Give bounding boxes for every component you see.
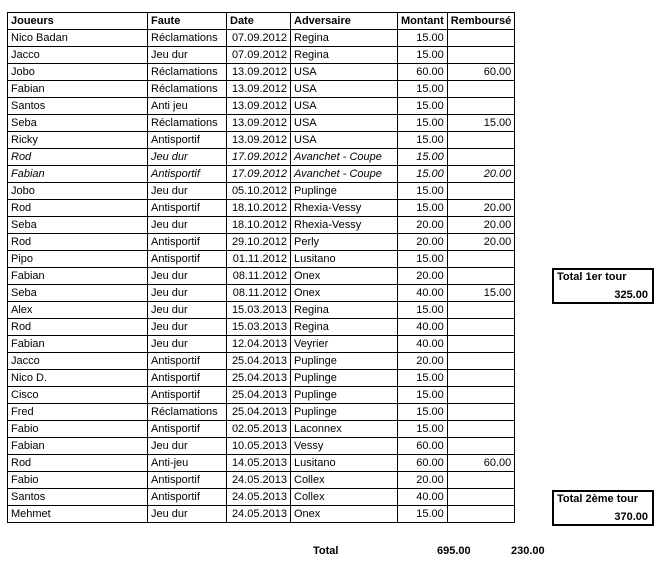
cell-date[interactable]: 13.09.2012 xyxy=(227,81,291,98)
cell-rembourse[interactable]: 20.00 xyxy=(447,234,515,251)
header-joueurs[interactable]: Joueurs xyxy=(8,13,148,30)
cell-date[interactable]: 25.04.2013 xyxy=(227,353,291,370)
cell-montant[interactable]: 20.00 xyxy=(398,472,448,489)
cell-date[interactable]: 13.09.2012 xyxy=(227,132,291,149)
cell-adversaire[interactable]: Lusitano xyxy=(291,455,398,472)
cell-rembourse[interactable] xyxy=(447,132,515,149)
cell-montant[interactable]: 15.00 xyxy=(398,404,448,421)
cell-date[interactable]: 13.09.2012 xyxy=(227,115,291,132)
cell-faute[interactable]: Antisportif xyxy=(148,166,227,183)
cell-faute[interactable]: Antisportif xyxy=(148,489,227,506)
total-first-round-value: 325.00 xyxy=(614,289,648,301)
cell-rembourse[interactable]: 20.00 xyxy=(447,217,515,234)
table-row xyxy=(8,30,515,47)
cell-date[interactable]: 24.05.2013 xyxy=(227,489,291,506)
cell-joueur[interactable]: Cisco xyxy=(8,387,148,404)
cell-joueur[interactable]: Fabian xyxy=(8,438,148,455)
cell-joueur[interactable]: Fred xyxy=(8,404,148,421)
cell-adversaire[interactable]: Regina xyxy=(291,47,398,64)
cell-adversaire[interactable]: USA xyxy=(291,98,398,115)
cell-montant[interactable]: 20.00 xyxy=(398,234,448,251)
cell-adversaire[interactable]: Puplinge xyxy=(291,387,398,404)
cell-adversaire[interactable]: Collex xyxy=(291,489,398,506)
cell-faute[interactable]: Réclamations xyxy=(148,30,227,47)
cell-joueur[interactable]: Jacco xyxy=(8,353,148,370)
header-date[interactable]: Date xyxy=(227,13,291,30)
table-row xyxy=(8,285,515,302)
cell-faute[interactable]: Antisportif xyxy=(148,251,227,268)
cell-montant[interactable]: 40.00 xyxy=(398,285,448,302)
cell-faute[interactable]: Jeu dur xyxy=(148,319,227,336)
cell-adversaire[interactable]: USA xyxy=(291,115,398,132)
cell-montant[interactable]: 15.00 xyxy=(398,421,448,438)
cell-faute[interactable]: Antisportif xyxy=(148,353,227,370)
cell-adversaire[interactable]: Regina xyxy=(291,30,398,47)
cell-rembourse[interactable]: 20.00 xyxy=(447,166,515,183)
cell-joueur[interactable]: Seba xyxy=(8,285,148,302)
cell-adversaire[interactable]: USA xyxy=(291,132,398,149)
cell-rembourse[interactable] xyxy=(447,183,515,200)
cell-date[interactable]: 02.05.2013 xyxy=(227,421,291,438)
cell-adversaire[interactable]: USA xyxy=(291,81,398,98)
table-row xyxy=(8,387,515,404)
table-row xyxy=(8,336,515,353)
cell-date[interactable]: 17.09.2012 xyxy=(227,166,291,183)
table-row xyxy=(8,200,515,217)
cell-joueur[interactable]: Jacco xyxy=(8,47,148,64)
cell-date[interactable]: 25.04.2013 xyxy=(227,404,291,421)
cell-faute[interactable]: Antisportif xyxy=(148,132,227,149)
cell-joueur[interactable]: Santos xyxy=(8,489,148,506)
total-first-round-label: Total 1er tour xyxy=(557,271,627,283)
header-adversaire[interactable]: Adversaire xyxy=(291,13,398,30)
cell-faute[interactable]: Jeu dur xyxy=(148,183,227,200)
table-body xyxy=(8,30,515,523)
table-row xyxy=(8,302,515,319)
grand-total-montant[interactable]: 695.00 xyxy=(437,545,471,557)
cell-montant[interactable]: 15.00 xyxy=(398,81,448,98)
table-row xyxy=(8,438,515,455)
cell-adversaire[interactable]: Puplinge xyxy=(291,353,398,370)
cell-rembourse[interactable] xyxy=(447,489,515,506)
table-row xyxy=(8,81,515,98)
cell-montant[interactable]: 20.00 xyxy=(398,217,448,234)
table-row xyxy=(8,268,515,285)
header-row xyxy=(8,13,515,30)
cell-rembourse[interactable] xyxy=(447,472,515,489)
cell-date[interactable]: 25.04.2013 xyxy=(227,370,291,387)
cell-montant[interactable]: 60.00 xyxy=(398,438,448,455)
fines-table xyxy=(7,12,515,523)
cell-faute[interactable]: Jeu dur xyxy=(148,506,227,523)
cell-adversaire[interactable]: Onex xyxy=(291,506,398,523)
cell-joueur[interactable]: Alex xyxy=(8,302,148,319)
table-row xyxy=(8,506,515,523)
cell-joueur[interactable]: Fabian xyxy=(8,81,148,98)
cell-adversaire[interactable]: Regina xyxy=(291,319,398,336)
cell-rembourse[interactable] xyxy=(447,81,515,98)
cell-joueur[interactable]: Jobo xyxy=(8,183,148,200)
cell-faute[interactable]: Réclamations xyxy=(148,115,227,132)
cell-montant[interactable]: 60.00 xyxy=(398,64,448,81)
table-row xyxy=(8,404,515,421)
cell-joueur[interactable]: Rod xyxy=(8,455,148,472)
cell-adversaire[interactable]: Avanchet - Coupe xyxy=(291,166,398,183)
cell-faute[interactable]: Jeu dur xyxy=(148,438,227,455)
cell-joueur[interactable]: Rod xyxy=(8,319,148,336)
cell-joueur[interactable]: Fabian xyxy=(8,166,148,183)
cell-montant[interactable]: 15.00 xyxy=(398,387,448,404)
cell-joueur[interactable]: Fabian xyxy=(8,268,148,285)
cell-joueur[interactable]: Nico D. xyxy=(8,370,148,387)
table-row xyxy=(8,98,515,115)
cell-montant[interactable]: 15.00 xyxy=(398,302,448,319)
cell-montant[interactable]: 15.00 xyxy=(398,98,448,115)
cell-adversaire[interactable]: Vessy xyxy=(291,438,398,455)
cell-date[interactable]: 12.04.2013 xyxy=(227,336,291,353)
table-row xyxy=(8,455,515,472)
cell-adversaire[interactable]: Laconnex xyxy=(291,421,398,438)
cell-adversaire[interactable]: Lusitano xyxy=(291,251,398,268)
table-row xyxy=(8,353,515,370)
cell-faute[interactable]: Jeu dur xyxy=(148,336,227,353)
cell-faute[interactable]: Réclamations xyxy=(148,404,227,421)
cell-adversaire[interactable]: Puplinge xyxy=(291,404,398,421)
cell-faute[interactable]: Jeu dur xyxy=(148,302,227,319)
cell-adversaire[interactable]: USA xyxy=(291,64,398,81)
cell-joueur[interactable]: Rod xyxy=(8,200,148,217)
cell-rembourse[interactable] xyxy=(447,251,515,268)
cell-date[interactable]: 17.09.2012 xyxy=(227,149,291,166)
cell-faute[interactable]: Antisportif xyxy=(148,387,227,404)
cell-date[interactable]: 07.09.2012 xyxy=(227,30,291,47)
total-first-round-box[interactable] xyxy=(552,268,654,304)
cell-montant[interactable]: 60.00 xyxy=(398,455,448,472)
table-row xyxy=(8,370,515,387)
cell-montant[interactable]: 40.00 xyxy=(398,319,448,336)
cell-joueur[interactable]: Santos xyxy=(8,98,148,115)
cell-rembourse[interactable]: 60.00 xyxy=(447,455,515,472)
table-row xyxy=(8,421,515,438)
cell-faute[interactable]: Antisportif xyxy=(148,472,227,489)
cell-adversaire[interactable]: Collex xyxy=(291,472,398,489)
cell-joueur[interactable]: Fabio xyxy=(8,421,148,438)
cell-montant[interactable]: 15.00 xyxy=(398,183,448,200)
cell-date[interactable]: 13.09.2012 xyxy=(227,98,291,115)
cell-faute[interactable]: Anti jeu xyxy=(148,98,227,115)
cell-adversaire[interactable]: Avanchet - Coupe xyxy=(291,149,398,166)
cell-date[interactable]: 13.09.2012 xyxy=(227,64,291,81)
cell-joueur[interactable]: Pipo xyxy=(8,251,148,268)
table-row xyxy=(8,64,515,81)
cell-rembourse[interactable] xyxy=(447,404,515,421)
cell-faute[interactable]: Jeu dur xyxy=(148,47,227,64)
table-row xyxy=(8,115,515,132)
cell-faute[interactable]: Jeu dur xyxy=(148,217,227,234)
cell-montant[interactable]: 15.00 xyxy=(398,149,448,166)
cell-date[interactable]: 07.09.2012 xyxy=(227,47,291,64)
cell-date[interactable]: 01.11.2012 xyxy=(227,251,291,268)
cell-date[interactable]: 18.10.2012 xyxy=(227,217,291,234)
table-row xyxy=(8,183,515,200)
cell-montant[interactable]: 15.00 xyxy=(398,506,448,523)
cell-faute[interactable]: Jeu dur xyxy=(148,268,227,285)
cell-montant[interactable]: 15.00 xyxy=(398,166,448,183)
table-row xyxy=(8,166,515,183)
cell-montant[interactable]: 20.00 xyxy=(398,353,448,370)
cell-date[interactable]: 29.10.2012 xyxy=(227,234,291,251)
table-row xyxy=(8,132,515,149)
cell-joueur[interactable]: Seba xyxy=(8,115,148,132)
table-row xyxy=(8,47,515,64)
cell-date[interactable]: 14.05.2013 xyxy=(227,455,291,472)
cell-montant[interactable]: 15.00 xyxy=(398,132,448,149)
table-row xyxy=(8,472,515,489)
cell-date[interactable]: 15.03.2013 xyxy=(227,319,291,336)
cell-joueur[interactable]: Fabian xyxy=(8,336,148,353)
cell-montant[interactable]: 40.00 xyxy=(398,489,448,506)
cell-adversaire[interactable]: Perly xyxy=(291,234,398,251)
cell-date[interactable]: 25.04.2013 xyxy=(227,387,291,404)
cell-rembourse[interactable] xyxy=(447,438,515,455)
cell-date[interactable]: 08.11.2012 xyxy=(227,268,291,285)
cell-date[interactable]: 08.11.2012 xyxy=(227,285,291,302)
cell-montant[interactable]: 15.00 xyxy=(398,200,448,217)
cell-rembourse[interactable] xyxy=(447,319,515,336)
cell-joueur[interactable]: Rod xyxy=(8,149,148,166)
cell-montant[interactable]: 15.00 xyxy=(398,370,448,387)
cell-adversaire[interactable]: Rhexia-Vessy xyxy=(291,217,398,234)
cell-faute[interactable]: Antisportif xyxy=(148,234,227,251)
cell-faute[interactable]: Jeu dur xyxy=(148,285,227,302)
total-second-round-value: 370.00 xyxy=(614,511,648,523)
cell-adversaire[interactable]: Rhexia-Vessy xyxy=(291,200,398,217)
cell-faute[interactable]: Réclamations xyxy=(148,64,227,81)
cell-faute[interactable]: Jeu dur xyxy=(148,149,227,166)
cell-rembourse[interactable] xyxy=(447,47,515,64)
cell-adversaire[interactable]: Onex xyxy=(291,285,398,302)
cell-rembourse[interactable]: 20.00 xyxy=(447,200,515,217)
header-faute[interactable]: Faute xyxy=(148,13,227,30)
cell-rembourse[interactable] xyxy=(447,421,515,438)
cell-date[interactable]: 24.05.2013 xyxy=(227,472,291,489)
cell-date[interactable]: 10.05.2013 xyxy=(227,438,291,455)
cell-montant[interactable]: 15.00 xyxy=(398,115,448,132)
table-row xyxy=(8,234,515,251)
cell-faute[interactable]: Antisportif xyxy=(148,421,227,438)
grand-total-label: Total xyxy=(313,545,339,557)
cell-adversaire[interactable]: Onex xyxy=(291,268,398,285)
cell-joueur[interactable]: Rod xyxy=(8,234,148,251)
cell-faute[interactable]: Antisportif xyxy=(148,200,227,217)
header-montant[interactable]: Montant xyxy=(398,13,448,30)
total-second-round-label: Total 2ème tour xyxy=(557,493,639,505)
cell-faute[interactable]: Anti-jeu xyxy=(148,455,227,472)
cell-joueur[interactable]: Jobo xyxy=(8,64,148,81)
cell-adversaire[interactable]: Puplinge xyxy=(291,370,398,387)
cell-rembourse[interactable] xyxy=(447,387,515,404)
cell-joueur[interactable]: Ricky xyxy=(8,132,148,149)
table-row xyxy=(8,251,515,268)
cell-date[interactable]: 24.05.2013 xyxy=(227,506,291,523)
cell-rembourse[interactable] xyxy=(447,370,515,387)
cell-rembourse[interactable]: 15.00 xyxy=(447,115,515,132)
cell-joueur[interactable]: Mehmet xyxy=(8,506,148,523)
cell-rembourse[interactable] xyxy=(447,30,515,47)
cell-rembourse[interactable] xyxy=(447,149,515,166)
cell-faute[interactable]: Réclamations xyxy=(148,81,227,98)
cell-adversaire[interactable]: Regina xyxy=(291,302,398,319)
cell-rembourse[interactable] xyxy=(447,268,515,285)
table-row xyxy=(8,319,515,336)
cell-date[interactable]: 18.10.2012 xyxy=(227,200,291,217)
cell-montant[interactable]: 20.00 xyxy=(398,268,448,285)
cell-rembourse[interactable] xyxy=(447,353,515,370)
table-row xyxy=(8,217,515,234)
cell-rembourse[interactable] xyxy=(447,98,515,115)
cell-montant[interactable]: 40.00 xyxy=(398,336,448,353)
cell-joueur[interactable]: Fabio xyxy=(8,472,148,489)
header-rembourse[interactable]: Remboursé xyxy=(447,13,515,30)
cell-joueur[interactable]: Seba xyxy=(8,217,148,234)
cell-date[interactable]: 05.10.2012 xyxy=(227,183,291,200)
cell-joueur[interactable]: Nico Badan xyxy=(8,30,148,47)
cell-rembourse[interactable]: 15.00 xyxy=(447,285,515,302)
cell-rembourse[interactable] xyxy=(447,506,515,523)
table-row xyxy=(8,149,515,166)
cell-montant[interactable]: 15.00 xyxy=(398,251,448,268)
cell-montant[interactable]: 15.00 xyxy=(398,47,448,64)
cell-adversaire[interactable]: Veyrier xyxy=(291,336,398,353)
cell-faute[interactable]: Antisportif xyxy=(148,370,227,387)
cell-rembourse[interactable] xyxy=(447,336,515,353)
cell-rembourse[interactable]: 60.00 xyxy=(447,64,515,81)
total-second-round-box[interactable] xyxy=(552,490,654,526)
cell-adversaire[interactable]: Puplinge xyxy=(291,183,398,200)
grand-total-rembourse[interactable]: 230.00 xyxy=(511,545,545,557)
cell-montant[interactable]: 15.00 xyxy=(398,30,448,47)
table-row xyxy=(8,489,515,506)
cell-date[interactable]: 15.03.2013 xyxy=(227,302,291,319)
cell-rembourse[interactable] xyxy=(447,302,515,319)
